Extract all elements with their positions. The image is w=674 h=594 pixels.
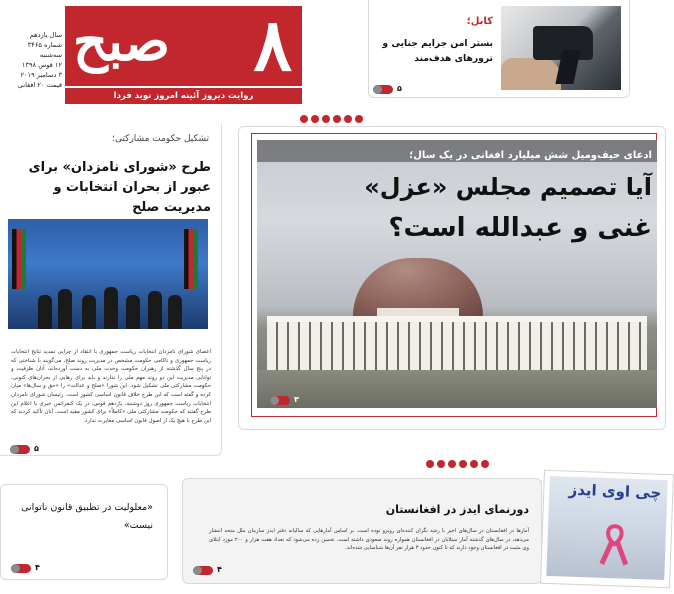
- aids-photo: [540, 470, 674, 588]
- logo-word: صبح: [73, 9, 171, 73]
- gun-photo: [501, 6, 621, 90]
- divider-dot: [300, 115, 308, 123]
- kabul-teaser[interactable]: [368, 0, 630, 98]
- feature-headline-line2[interactable]: غنی و عبدالله است؟: [388, 213, 652, 243]
- feature-page-number: ۳: [294, 395, 299, 404]
- left-story-kicker: تشکیل حکومت مشارکتی؛: [112, 134, 209, 144]
- feature-headline-line1[interactable]: آیا تصمیم مجلس «عزل»: [364, 173, 652, 201]
- person-shape: [148, 291, 162, 329]
- aids-page-number: ۴: [217, 565, 222, 574]
- divider-dot: [459, 460, 467, 468]
- divider-dots-top: [300, 115, 363, 123]
- person-shape: [168, 295, 182, 329]
- left-story[interactable]: [0, 124, 222, 456]
- pink-ribbon-icon: [599, 522, 631, 567]
- person-shape: [126, 295, 140, 329]
- divider-dot: [470, 460, 478, 468]
- masthead: [10, 2, 302, 106]
- person-shape: [38, 295, 52, 329]
- logo-number: ۸: [253, 6, 292, 86]
- hand-shape: [501, 58, 561, 90]
- divider-dot: [344, 115, 352, 123]
- kabul-page-number: ۵: [397, 84, 402, 93]
- left-story-headline[interactable]: طرح «شورای نامزدان» برای عبور از بحران انتخابات و مدیریت صلح: [28, 160, 211, 215]
- aids-story[interactable]: [182, 478, 542, 584]
- divider-dot: [311, 115, 319, 123]
- page-pill-icon: [270, 396, 290, 405]
- flag-icon: [184, 229, 198, 289]
- aids-sign-text: چی اوی ایدز: [568, 480, 662, 502]
- kabul-kicker: کابل؛: [466, 16, 493, 27]
- divider-dot: [322, 115, 330, 123]
- divider-dot: [448, 460, 456, 468]
- aids-story-title[interactable]: دورنمای ایدز در افغانستان: [385, 503, 529, 516]
- issue-number: شماره ۳۴۶۵: [27, 41, 62, 49]
- feature-kicker: ادعای حیف‌ومیل شش میلیارد افغانی در یک سال؛: [409, 150, 652, 161]
- slogan: روایت دیروز آئینه امروز نوید فردا: [65, 88, 302, 104]
- issue-price: قیمت ۲۰ افغانی: [17, 81, 62, 89]
- issue-date-gregorian: ۳ دسامبر ۲۰۱۹: [20, 71, 62, 79]
- divider-dot: [437, 460, 445, 468]
- law-teaser[interactable]: [0, 484, 168, 580]
- flag-icon: [12, 229, 26, 289]
- aids-story-body: آمارها در افغانستان در سال‌های اخیر با رشد نگران کننده‌ای روبرو بوده است. بر اساس آمارهایی که سالیانه دفتر ایدز سازمان ملل متحد انتشار می‌دهد، در سال‌های گذشته آمار مبتلایان در افغانستان همواره روند صعودی داشته است. تخمین زده می‌شود که تعداد هفت هزار و ۲۰۰ مورد ابتلا‌ی وی مثبت در افغانستان وجود دارند که تا کنون حدود ۳ هزار نفر آن‌ها شناسایی شده‌اند.: [209, 528, 530, 552]
- person-shape: [82, 295, 96, 329]
- page-pill-icon: [10, 445, 30, 454]
- press-conference-photo: [8, 219, 208, 463]
- left-page-number: ۵: [34, 444, 39, 453]
- page-pill-icon: [193, 566, 213, 575]
- page-pill-icon: [11, 564, 31, 573]
- divider-dots-bottom: [426, 460, 489, 468]
- person-shape: [58, 289, 72, 329]
- divider-dot: [355, 115, 363, 123]
- kabul-headline[interactable]: بستر امن جرایم جنایی و ترورهای هدف‌مند: [382, 38, 493, 64]
- law-teaser-text[interactable]: «معلولیت در تطبیق قانون ناتوانی نیست»: [21, 502, 153, 531]
- law-page-number: ۴: [35, 563, 40, 572]
- page-pill-icon: [373, 85, 393, 94]
- building-shape: [267, 316, 647, 370]
- ground-shape: [257, 370, 657, 408]
- person-shape: [104, 287, 118, 329]
- newspaper-logo: [65, 6, 302, 86]
- issue-year: سال یازدهم: [29, 31, 62, 39]
- left-story-body: اعضای شورای نامزدان انتخابات ریاست جمهوری با انتقاد از چرایی تمدید نتایج انتخابات ریاست جمهوری و ناکامی حکومت مشخص در مدیریت روند صلح، می‌گویند با شناختی که در پنج سال گذشته از رهبران حکومت وحدت ملی به دست آورده‌اند، آنان ظرفیت و توانایی مدیریت این دو روند مهم ملی را ندارند و باید برای رهایی از بحران‌های کنونی، حکومت مشارکتی ملی تشکیل شود. این شورا «صلح و عدالت» را «حق و سال‌ها» میان کرده و گفته است که این طرح خلاف قانون اساسی کشور است. رئیسان شورای نامزدان انتخابات ریاست جمهوری روز دوشنبه، یازدهم قوس، در یک کنفرانس خبری با اعلام این طرح گفتند که حکومت مشارکتی ملی «کاملاً» برای کشور مفید است. آنان تأکید کردند که این طرح با هیچ یک از اصول قانون اساسی مغایرت ندارد.: [11, 349, 211, 424]
- divider-dot: [333, 115, 341, 123]
- divider-dot: [481, 460, 489, 468]
- issue-weekday: سه‌شنبه: [39, 51, 62, 59]
- divider-dot: [426, 460, 434, 468]
- issue-info: [10, 30, 62, 90]
- issue-date-solar: ۱۲ قوس ۱۳۹۸: [21, 61, 62, 69]
